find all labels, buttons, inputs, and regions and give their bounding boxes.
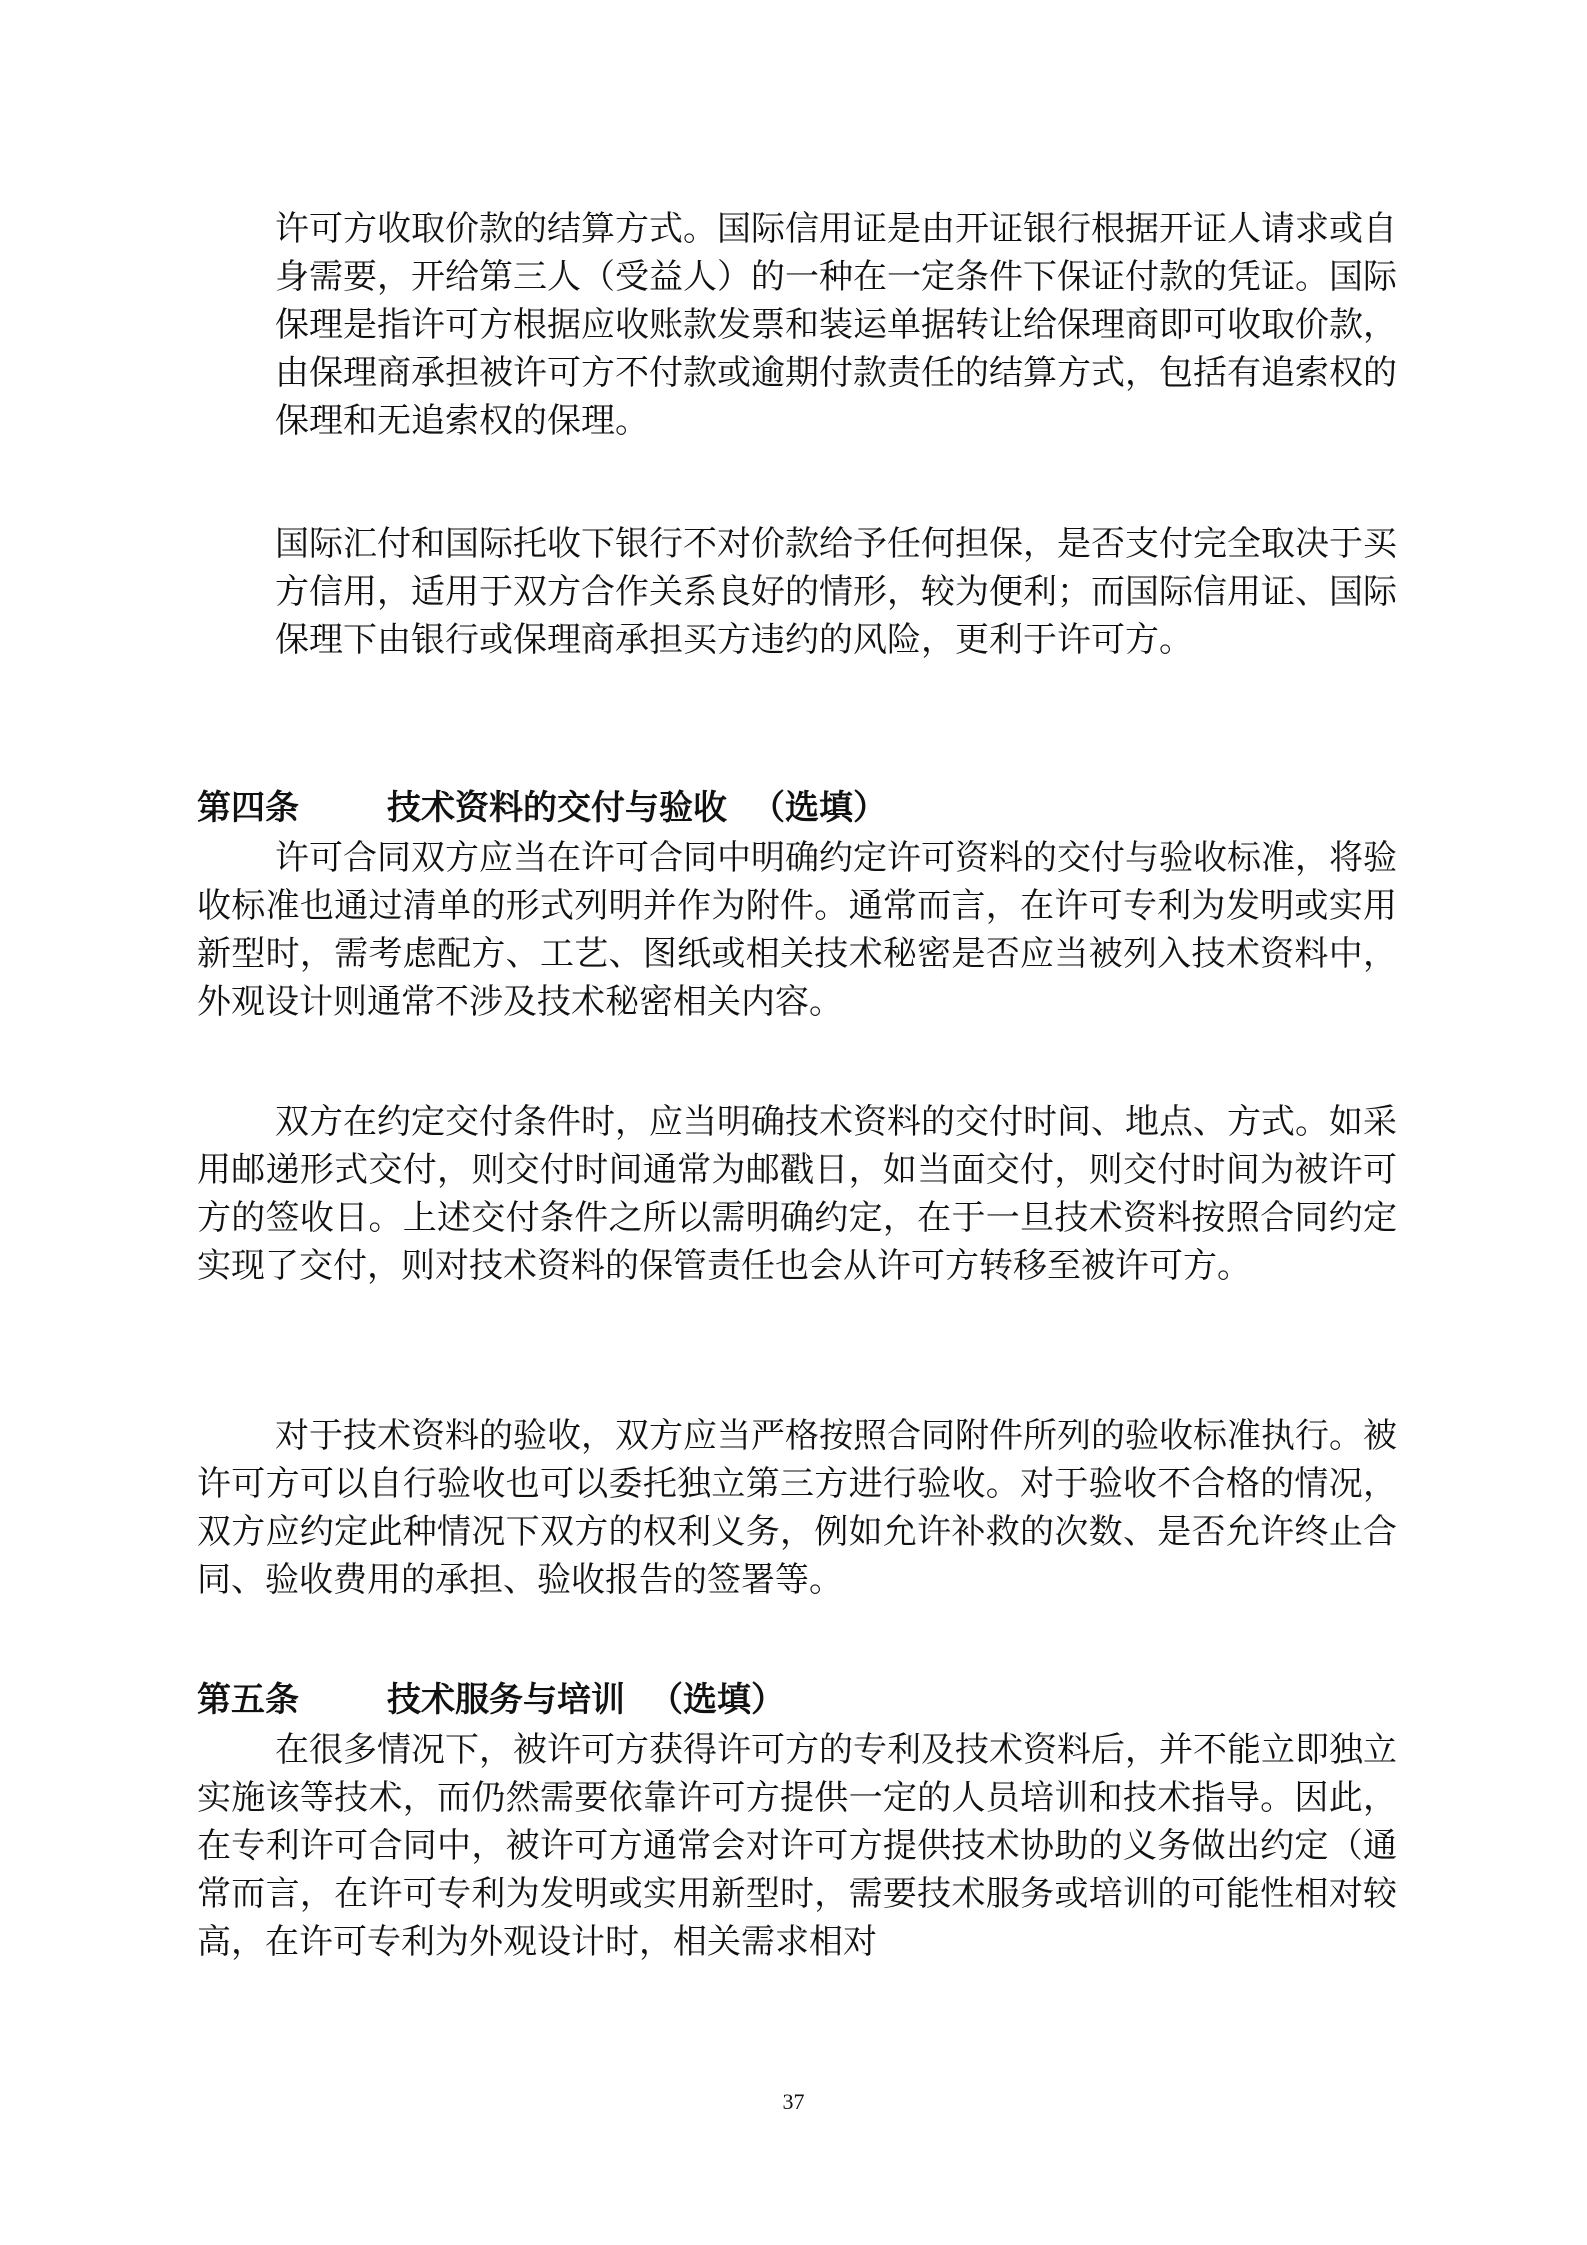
paragraph-remittance-comparison: 国际汇付和国际托收下银行不对价款给予任何担保，是否支付完全取决于买方信用，适用于双方合作关系良好的情形，较为便利；而国际信用证、国际保理下由银行或保理商承担买方违约的风险，更利于许可方。 [275, 524, 1397, 660]
article-5-note: （选填） [649, 1680, 785, 1720]
article-4-note: （选填） [751, 788, 887, 828]
page-number: 37 [782, 2089, 805, 2114]
article-5-number: 第五条 [197, 1680, 299, 1720]
paragraph-acceptance-procedure: 对于技术资料的验收，双方应当严格按照合同附件所列的验收标准执行。被许可方可以自行验收也可以委托独立第三方进行验收。对于验收不合格的情况，双方应约定此种情况下双方的权利义务，例如允许补救的次数、是否允许终止合同、验收费用的承担、验收报告的签署等。 [197, 1416, 1397, 1600]
article-4-number: 第四条 [197, 788, 299, 828]
paragraph-settlement-methods: 许可方收取价款的结算方式。国际信用证是由开证银行根据开证人请求或自身需要，开给第三人（受益人）的一种在一定条件下保证付款的凭证。国际保理是指许可方根据应收账款发票和装运单据转让给保理商即可收取价款，由保理商承担被许可方不付款或逾期付款责任的结算方式，包括有追索权的保理和无追索权的保理。 [275, 209, 1397, 441]
paragraph-technical-services-training: 在很多情况下，被许可方获得许可方的专利及技术资料后，并不能立即独立实施该等技术，而仍然需要依靠许可方提供一定的人员培训和技术指导。因此，在专利许可合同中，被许可方通常会对许可方提供技术协助的义务做出约定（通常而言，在许可专利为发明或实用新型时，需要技术服务或培训的可能性相对较高，在许可专利为外观设计时，相关需求相对 [197, 1730, 1397, 1962]
article-4-heading [197, 784, 887, 832]
paragraph-delivery-acceptance-standards: 许可合同双方应当在许可合同中明确约定许可资料的交付与验收标准，将验收标准也通过清单的形式列明并作为附件。通常而言，在许可专利为发明或实用新型时，需考虑配方、工艺、图纸或相关技术秘密是否应当被列入技术资料中，外观设计则通常不涉及技术秘密相关内容。 [197, 838, 1397, 1022]
article-5-title: 技术服务与培训 [387, 1680, 625, 1720]
article-4-title: 技术资料的交付与验收 [387, 788, 727, 828]
paragraph-delivery-conditions: 双方在约定交付条件时，应当明确技术资料的交付时间、地点、方式。如采用邮递形式交付，则交付时间通常为邮戳日，如当面交付，则交付时间为被许可方的签收日。上述交付条件之所以需明确约定，在于一旦技术资料按照合同约定实现了交付，则对技术资料的保管责任也会从许可方转移至被许可方。 [197, 1102, 1397, 1286]
article-5-heading [197, 1676, 785, 1724]
